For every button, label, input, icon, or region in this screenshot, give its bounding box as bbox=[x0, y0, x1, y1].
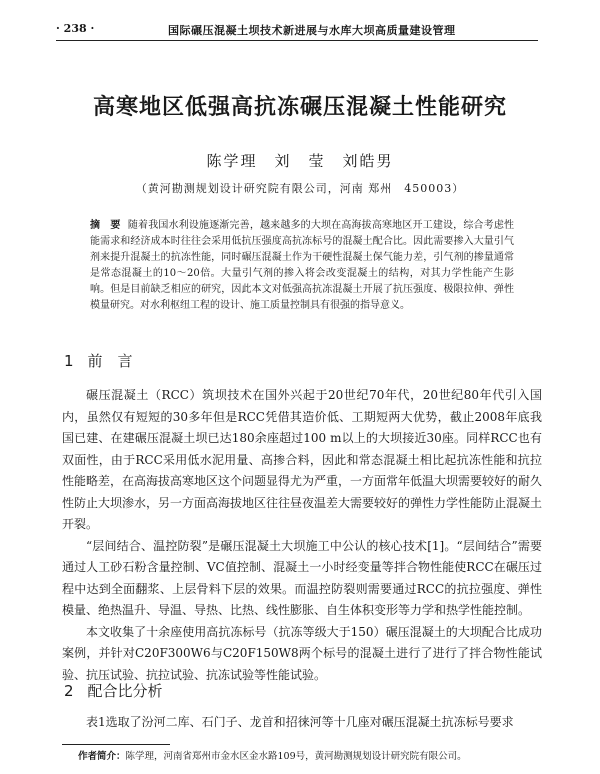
footnote-text: 陈学理，河南省郑州市金水区金水路109号，黄河勘测规划设计研究院有限公司。 bbox=[125, 751, 467, 762]
section-2-heading bbox=[64, 680, 163, 701]
abstract-label: 摘 要 bbox=[90, 220, 121, 231]
abstract-text: 随着我国水利设施逐渐完善，越来越多的大坝在高海拔高寒地区开工建设，综合考虑性能需求和经济成本时往往会采用低抗压强度高抗冻标号的混凝土配合比。因此需要掺入大量引气剂来提升混凝土的抗冻性能，同时碾压混凝土作为干硬性混凝土保气能力差，引气剂的掺量通常是常态混凝土的10～20倍。大量引气剂的掺入将会改变混凝土的结构，对其力学性能产生影响。但是目前缺乏相应的研究，因此本文对低强高抗冻混凝土开展了抗压强度、极限拉伸、弹性模量研究。对水利枢纽工程的设计、施工质量控制具有很强的指导意义。 bbox=[90, 220, 515, 311]
paragraph: “层间结合、温控防裂”是碾压混凝土大坝施工中公认的核心技术[1]。“层间结合”需要通过人工砂石粉含量控制、VC值控制、混凝土一小时经变量等拌合物性能使RCC在碾压过程中达到全面翻浆、上层骨料下层的效果。而温控防裂则需要通过RCC的抗拉强度、弹性模量、绝热温升、导温、导热、比热、线性膨胀、自生体积变形等力学和热学性能控制。 bbox=[62, 538, 542, 617]
section-1-number: 1 bbox=[64, 352, 74, 370]
footnote-label: 作者简介： bbox=[78, 751, 126, 762]
section-1-title: 前 言 bbox=[87, 352, 133, 370]
affiliation: （黄河勘测规划设计研究院有限公司，河南 郑州 450003） bbox=[135, 182, 465, 195]
section-1-heading bbox=[64, 350, 133, 371]
author-list: 陈学理 刘 莹 刘皓男 bbox=[206, 152, 394, 170]
section-2-number: 2 bbox=[64, 682, 74, 700]
paper-title: 高寒地区低强高抗冻碾压混凝土性能研究 bbox=[92, 95, 507, 120]
running-title: 国际碾压混凝土坝技术新进展与水库大坝高质量建设管理 bbox=[168, 24, 456, 37]
paragraph: 本文收集了十余座使用高抗冻标号（抗冻等级大于150）碾压混凝土的大坝配合比成功案例，并针对C20F300W6与C20F150W8两个标号的混凝土进行了进行了拌合物性能试验、抗压试验、抗拉试验、抗冻试验等性能试验。 bbox=[62, 624, 542, 682]
page-header bbox=[56, 18, 538, 41]
paragraph: 表1选取了汾河二库、石门子、龙首和招徕河等十几座对碾压混凝土抗冻标号要求 bbox=[86, 715, 514, 729]
section-2-body bbox=[62, 712, 542, 734]
page-number: · 238 · bbox=[56, 22, 95, 35]
section-2-title: 配合比分析 bbox=[87, 682, 163, 700]
paragraph: 碾压混凝土（RCC）筑坝技术在国外兴起于20世纪70年代，20世纪80年代引入国内，虽然仅有短短的30多年但是RCC凭借其造价低、工期短两大优势，截止2008年底我国已建、在建碾压混凝土坝已达180余座超过100 m以上的大坝接近30座。同样RCC也有双面性，由于RCC采用低水泥用量、高掺合料，因此和常态混凝土相比起抗冻性能和抗拉性能略差，在高海拔高寒地区这个问题显得尤为严重，一方面常年低温大坝需要较好的耐久性防止大坝渗水，另一方面高海拔地区往往昼夜温差大需要较好的弹性力学性能防止混凝土开裂。 bbox=[62, 388, 543, 531]
footnote-rule bbox=[62, 744, 170, 745]
abstract bbox=[90, 218, 514, 314]
section-1-body bbox=[62, 385, 542, 686]
author-footnote bbox=[78, 750, 544, 764]
